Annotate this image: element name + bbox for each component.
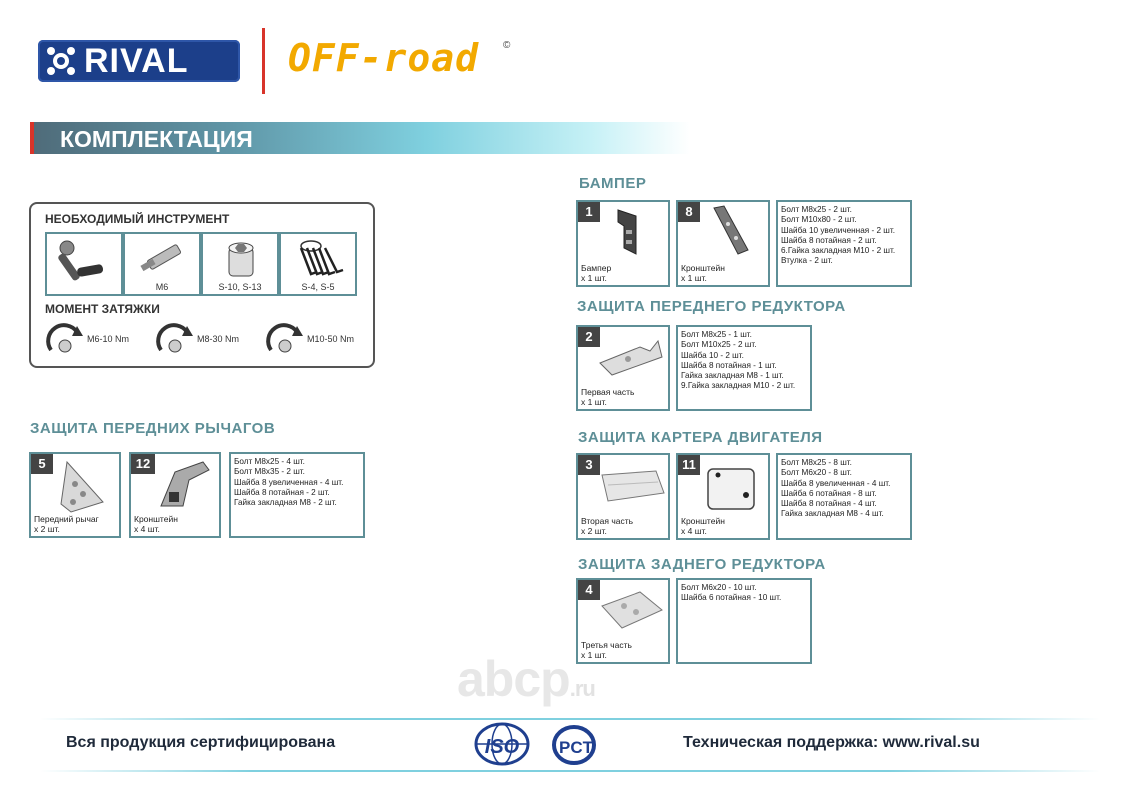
section-title-band	[30, 122, 690, 154]
part-2: 2 Первая часть x 1 шт.	[576, 325, 670, 411]
part-3: 3 Вторая часть x 2 шт.	[576, 453, 670, 540]
svg-text:PCT: PCT	[559, 738, 593, 757]
hardware-bumper	[776, 200, 912, 287]
hex-key-bit-icon	[125, 234, 199, 280]
section-front-reducer-title: ЗАЩИТА ПЕРЕДНЕГО РЕДУКТОРА	[577, 298, 846, 315]
hardware-engine	[776, 453, 912, 540]
part-8: 8 Кронштейн x 1 шт.	[676, 200, 770, 287]
footer-divider-bottom	[40, 770, 1100, 772]
front-arm-plate-icon	[31, 454, 119, 514]
rival-logo	[38, 40, 240, 82]
torque-arrow-icon	[155, 322, 197, 356]
section-bumper-title: БАМПЕР	[579, 175, 647, 192]
support-text: Техническая поддержка: www.rival.su	[683, 734, 980, 751]
watermark: abcp.ru	[457, 651, 595, 707]
torque-m10: M10-50 Nm	[265, 322, 365, 356]
offroad-logo: OFF-road	[288, 36, 480, 80]
tool-hex-bit: M6	[123, 232, 201, 296]
hardware-front-arms	[229, 452, 365, 538]
part-4: 4 Третья часть x 1 шт.	[576, 578, 670, 664]
certification-text: Вся продукция сертифицирована	[66, 734, 336, 751]
tool-socket: S-10, S-13	[201, 232, 279, 296]
tool-hex-set: S-4, S-5	[279, 232, 357, 296]
section-rear-reducer-title: ЗАЩИТА ЗАДНЕГО РЕДУКТОРА	[578, 556, 826, 573]
part-1: 1 Бампер x 1 шт.	[576, 200, 670, 287]
section-engine-title: ЗАЩИТА КАРТЕРА ДВИГАТЕЛЯ	[578, 429, 823, 446]
bumper-part-icon	[578, 202, 668, 262]
tools-title: НЕОБХОДИМЫЙ ИНСТРУМЕНТ	[45, 212, 230, 226]
hex-key-set-icon	[281, 234, 355, 280]
hardware-list: Болт M6x20 - 10 шт. Шайба 6 потайная - 10 шт.	[681, 583, 782, 603]
bracket-icon	[131, 454, 219, 514]
rival-emblem-icon	[44, 44, 78, 78]
ratchet-wrench-icon	[47, 234, 121, 294]
part-5: 5 Передний рычаг x 2 шт.	[29, 452, 121, 538]
rear-plate-icon	[578, 580, 668, 638]
tools-panel	[29, 202, 375, 368]
skid-plate-part-icon	[578, 327, 668, 385]
hardware-list: Болт M8x25 - 4 шт. Болт M8x35 - 2 шт. Шайба 8 увеличенная - 4 шт. Шайба 8 потайная - 2 шт. Гайка закладная M8 - 2 шт.	[234, 457, 344, 508]
brand-name: RIVAL	[84, 41, 189, 80]
footer-divider-top	[40, 718, 1100, 720]
engine-plate-icon	[578, 455, 668, 515]
pct-logo-icon	[550, 724, 608, 766]
hardware-rear-reducer	[676, 578, 812, 664]
hardware-front-reducer	[676, 325, 812, 411]
socket-head-icon	[203, 234, 277, 280]
torque-arrow-icon	[45, 322, 87, 356]
copyright-mark: ©	[503, 40, 511, 51]
hardware-list: Болт M8x25 - 2 шт. Болт M10x80 - 2 шт. Шайба 10 увеличенная - 2 шт. Шайба 8 потайная - 2 шт. 6.Гайка закладная M10 - 2 шт. Втулка - 2 шт.	[781, 205, 896, 266]
svg-text:ISO: ISO	[484, 736, 520, 758]
part-11: 11 Кронштейн x 4 шт.	[676, 453, 770, 540]
page-title: КОМПЛЕКТАЦИЯ	[60, 126, 253, 152]
engine-bracket-icon	[678, 455, 768, 515]
torque-m8: M8-30 Nm	[155, 322, 255, 356]
hardware-list: Болт M8x25 - 1 шт. Болт M10x25 - 2 шт. Шайба 10 - 2 шт. Шайба 8 потайная - 1 шт. Гайка закладная M8 - 1 шт. 9.Гайка закладная M10 - 2 шт.	[681, 330, 796, 391]
bumper-bracket-icon	[678, 202, 768, 262]
tool-ratchet	[45, 232, 123, 296]
iso-logo-icon	[472, 722, 532, 766]
torque-title: МОМЕНТ ЗАТЯЖКИ	[45, 302, 160, 316]
part-12: 12 Кронштейн x 4 шт.	[129, 452, 221, 538]
header-divider	[262, 28, 265, 94]
section-front-arms-title: ЗАЩИТА ПЕРЕДНИХ РЫЧАГОВ	[30, 420, 276, 437]
hardware-list: Болт M8x25 - 8 шт. Болт M6x20 - 8 шт. Шайба 8 увеличенная - 4 шт. Шайба 6 потайная - 8 шт. Шайба 8 потайная - 4 шт. Гайка закладная M8 - 4 шт.	[781, 458, 891, 519]
torque-m6: M6-10 Nm	[45, 322, 145, 356]
torque-arrow-icon	[265, 322, 307, 356]
